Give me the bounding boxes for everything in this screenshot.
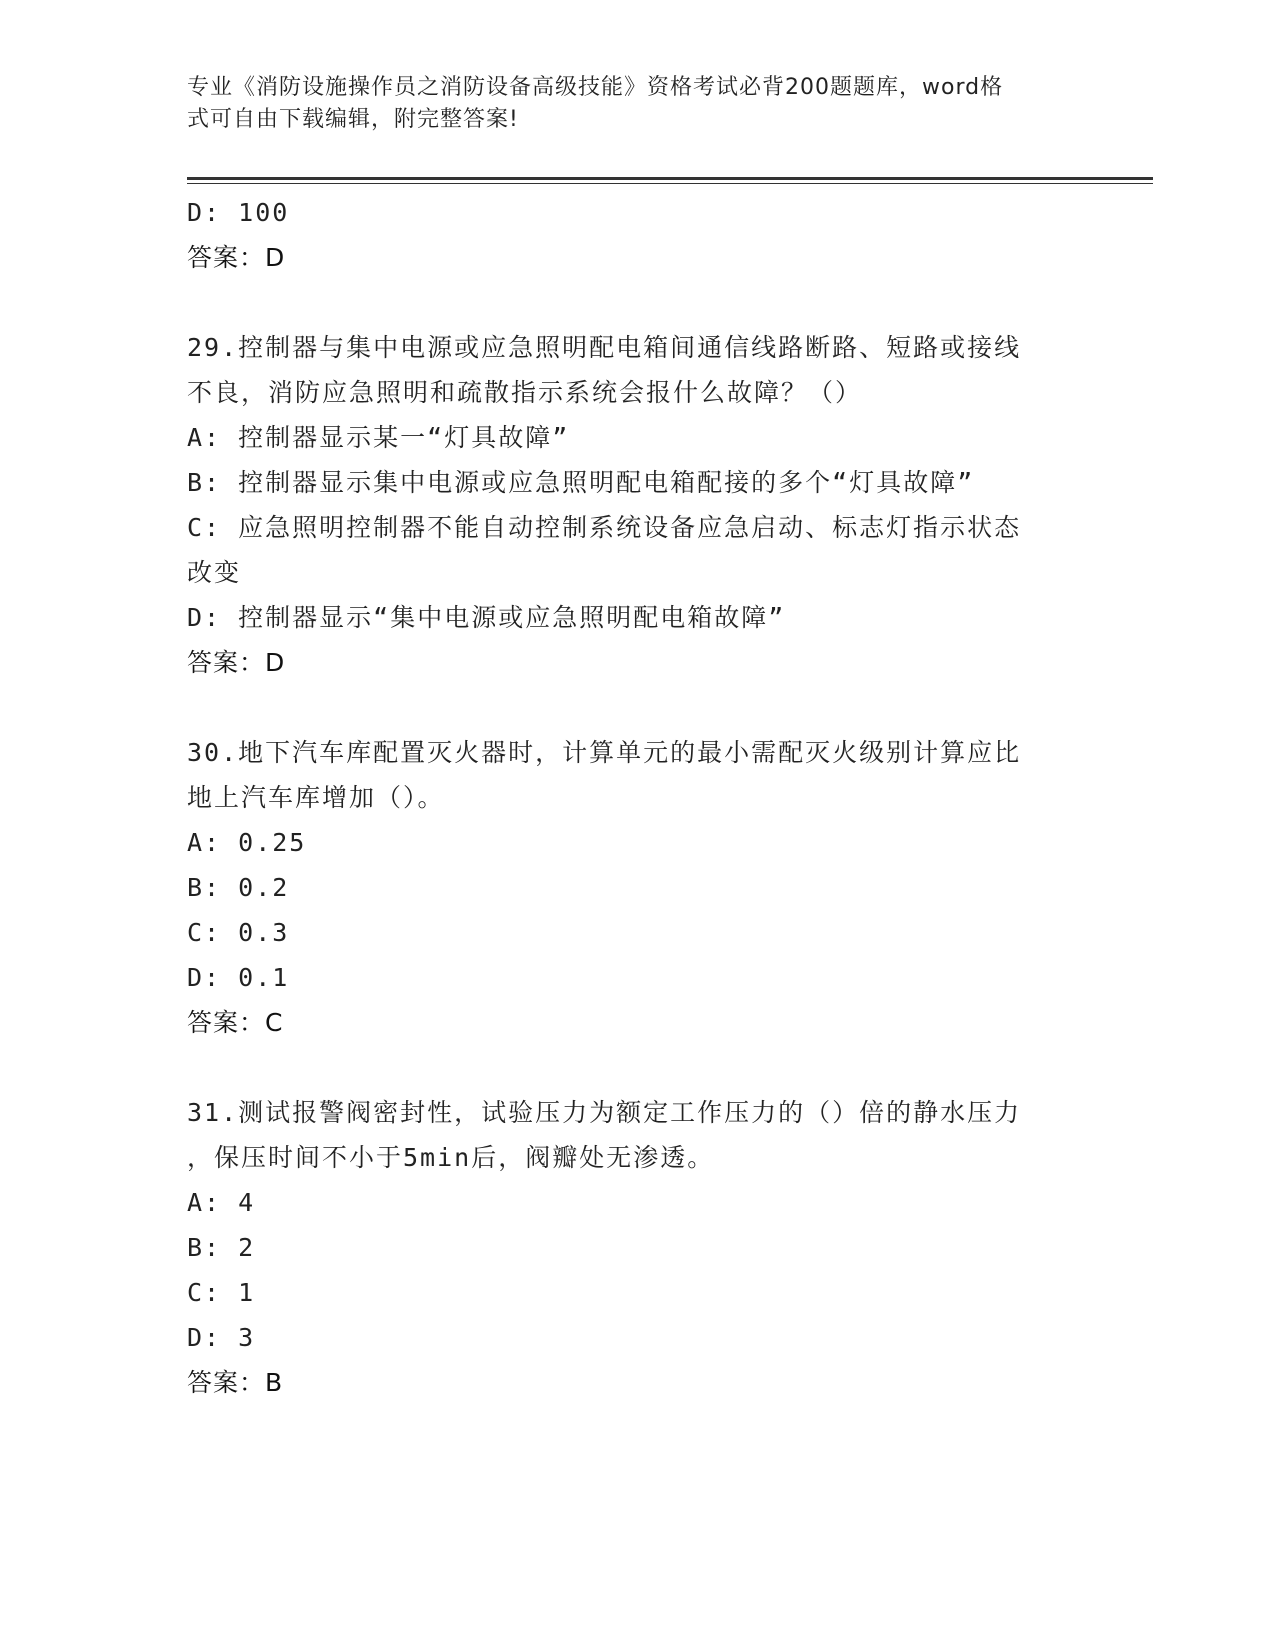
question-text: ，保压时间不小于5min后，阀瓣处无渗透。	[187, 1143, 715, 1172]
question-text: 30.地下汽车库配置灭火器时，计算单元的最小需配灭火级别计算应比	[187, 738, 1022, 767]
question-31	[187, 1090, 1067, 1405]
header-divider-thick	[187, 177, 1153, 180]
header-title-line-2: 式可自由下载编辑，附完整答案!	[187, 107, 519, 132]
question-29	[187, 325, 1067, 685]
option-a: A: 控制器显示某一“灯具故障”	[187, 423, 570, 452]
answer-label: 答案：D	[187, 648, 286, 677]
option-c: 改变	[187, 558, 242, 587]
option-b: B: 0.2	[187, 873, 290, 902]
option-c: C: 0.3	[187, 918, 290, 947]
option-d: D: 100	[187, 198, 290, 227]
answer-label: 答案：B	[187, 1368, 284, 1397]
option-b: B: 2	[187, 1233, 256, 1262]
answer-label: 答案：D	[187, 243, 286, 272]
question-text: 地上汽车库增加（）。	[187, 783, 445, 812]
option-b: B: 控制器显示集中电源或应急照明配电箱配接的多个“灯具故障”	[187, 468, 975, 497]
header-title-line-1: 专业《消防设施操作员之消防设备高级技能》资格考试必背200题题库，word格	[187, 75, 1004, 100]
option-d: D: 0.1	[187, 963, 290, 992]
option-d: D: 3	[187, 1323, 256, 1352]
document-header	[187, 72, 1067, 136]
header-divider-thin	[187, 183, 1153, 184]
option-c: C: 应急照明控制器不能自动控制系统设备应急启动、标志灯指示状态	[187, 513, 1022, 542]
option-a: A: 4	[187, 1188, 256, 1217]
option-d: D: 控制器显示“集中电源或应急照明配电箱故障”	[187, 603, 786, 632]
option-c: C: 1	[187, 1278, 256, 1307]
answer-label: 答案：C	[187, 1008, 284, 1037]
question-30	[187, 730, 1067, 1045]
option-a: A: 0.25	[187, 828, 307, 857]
document-body	[187, 190, 1067, 1405]
question-text: 29.控制器与集中电源或应急照明配电箱间通信线路断路、短路或接线	[187, 333, 1022, 362]
question-text: 不良，消防应急照明和疏散指示系统会报什么故障？（）	[187, 378, 863, 407]
question-fragment-28	[187, 190, 1067, 280]
question-text: 31.测试报警阀密封性，试验压力为额定工作压力的（）倍的静水压力	[187, 1098, 1022, 1127]
